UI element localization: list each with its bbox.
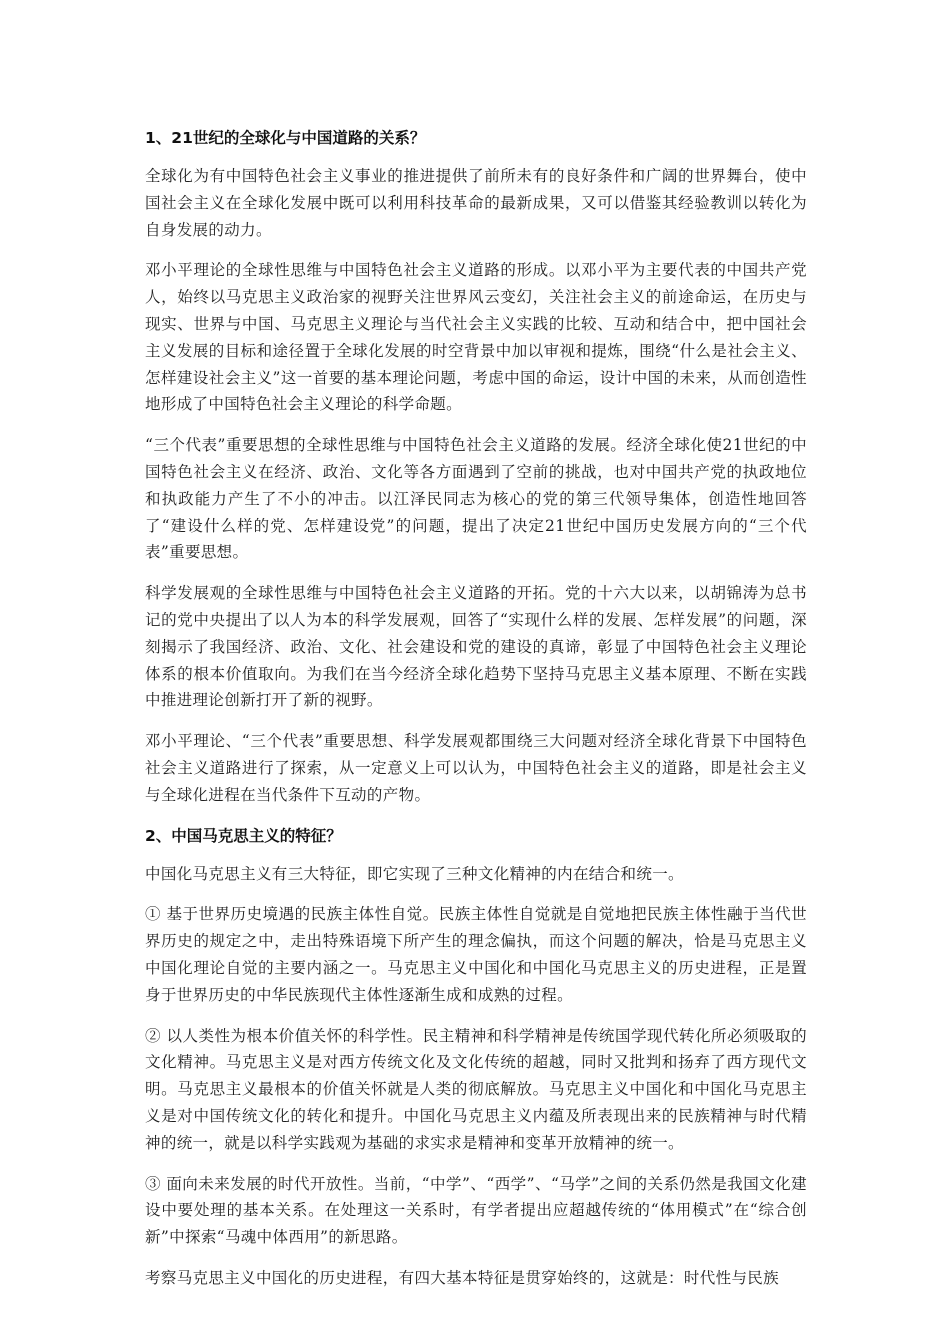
section-1-heading: 1、21世纪的全球化与中国道路的关系？ (145, 129, 426, 147)
section-2-paragraph-2: ① 基于世界历史境遇的民族主体性自觉。民族主体性自觉就是自觉地把民族主体性融于当代世界历史的规定之中，走出特殊语境下所产生的理念偏执，而这个问题的解决，恰是马克思主义中国化理论自觉的主要内涵之一。马克思主义中国化和中国化马克思主义的历史进程，正是置身于世界历史的中华民族现代主体性逐渐生成和成熟的过程。 (145, 905, 807, 1004)
section-2-paragraph-4: ③ 面向未来发展的时代开放性。当前，“中学”、“西学”、“马学”之间的关系仍然是我国文化建设中要处理的基本关系。在处理这一关系时，有学者提出应超越传统的“体用模式”在“综合创新”中探索“马魂中体西用”的新思路。 (145, 1174, 807, 1247)
section-1-paragraph-4: 科学发展观的全球性思维与中国特色社会主义道路的开拓。党的十六大以来，以胡锦涛为总书记的党中央提出了以人为本的科学发展观，回答了“实现什么样的发展、怎样发展”的问题，深刻揭示了我国经济、政治、文化、社会建设和党的建设的真谛，彰显了中国特色社会主义理论体系的根本价值取向。为我们在当今经济全球化趋势下坚持马克思主义基本原理、不断在实践中推进理论创新打开了新的视野。 (145, 584, 807, 710)
section-1-paragraph-1: 全球化为有中国特色社会主义事业的推进提供了前所未有的良好条件和广阔的世界舞台，使中国社会主义在全球化发展中既可以利用科技革命的最新成果，又可以借鉴其经验教训以转化为自身发展的动力。 (145, 167, 807, 239)
section-2-heading: 2、中国马克思主义的特征？ (145, 826, 342, 845)
section-1-paragraph-5: 邓小平理论、“三个代表”重要思想、科学发展观都围绕三大问题对经济全球化背景下中国特色社会主义道路进行了探索，从一定意义上可以认为，中国特色社会主义的道路，即是社会主义与全球化进程在当代条件下互动的产物。 (145, 732, 807, 804)
section-2-paragraph-3: ② 以人类性为根本价值关怀的科学性。民主精神和科学精神是传统国学现代转化所必须吸取的文化精神。马克思主义是对西方传统文化及文化传统的超越，同时又批判和扬弃了西方现代文明。马克思主义最根本的价值关怀就是人类的彻底解放。马克思主义中国化和中国化马克思主义是对中国传统文化的转化和提升。中国化马克思主义内蕴及所表现出来的民族精神与时代精神的统一，就是以科学实践观为基础的求实求是精神和变革开放精神的统一。 (145, 1026, 807, 1152)
section-1-paragraph-3: “三个代表”重要思想的全球性思维与中国特色社会主义道路的发展。经济全球化使21世纪的中国特色社会主义在经济、政治、文化等各方面遇到了空前的挑战，也对中国共产党的执政地位和执政能力产生了不小的冲击。以江泽民同志为核心的党的第三代领导集体，创造性地回答了“建设什么样的党、怎样建设党”的问题，提出了决定21世纪中国历史发展方向的“三个代表”重要思想。 (145, 436, 807, 562)
section-2-paragraph-1: 中国化马克思主义有三大特征，即它实现了三种文化精神的内在结合和统一。 (145, 864, 684, 883)
document-body (145, 115, 807, 1292)
section-2-paragraph-5: 考察马克思主义中国化的历史进程，有四大基本特征是贯穿始终的，这就是：时代性与民族 (145, 1268, 780, 1287)
section-1-paragraph-2: 邓小平理论的全球性思维与中国特色社会主义道路的形成。以邓小平为主要代表的中国共产党人，始终以马克思主义政治家的视野关注世界风云变幻，关注社会主义的前途命运，在历史与现实、世界与中国、马克思主义理论与当代社会主义实践的比较、互动和结合中，把中国社会主义发展的目标和途径置于全球化发展的时空背景中加以审视和提炼，围绕“什么是社会主义、怎样建设社会主义”这一首要的基本理论问题，考虑中国的命运，设计中国的未来，从而创造性地形成了中国特色社会主义理论的科学命题。 (145, 261, 807, 414)
